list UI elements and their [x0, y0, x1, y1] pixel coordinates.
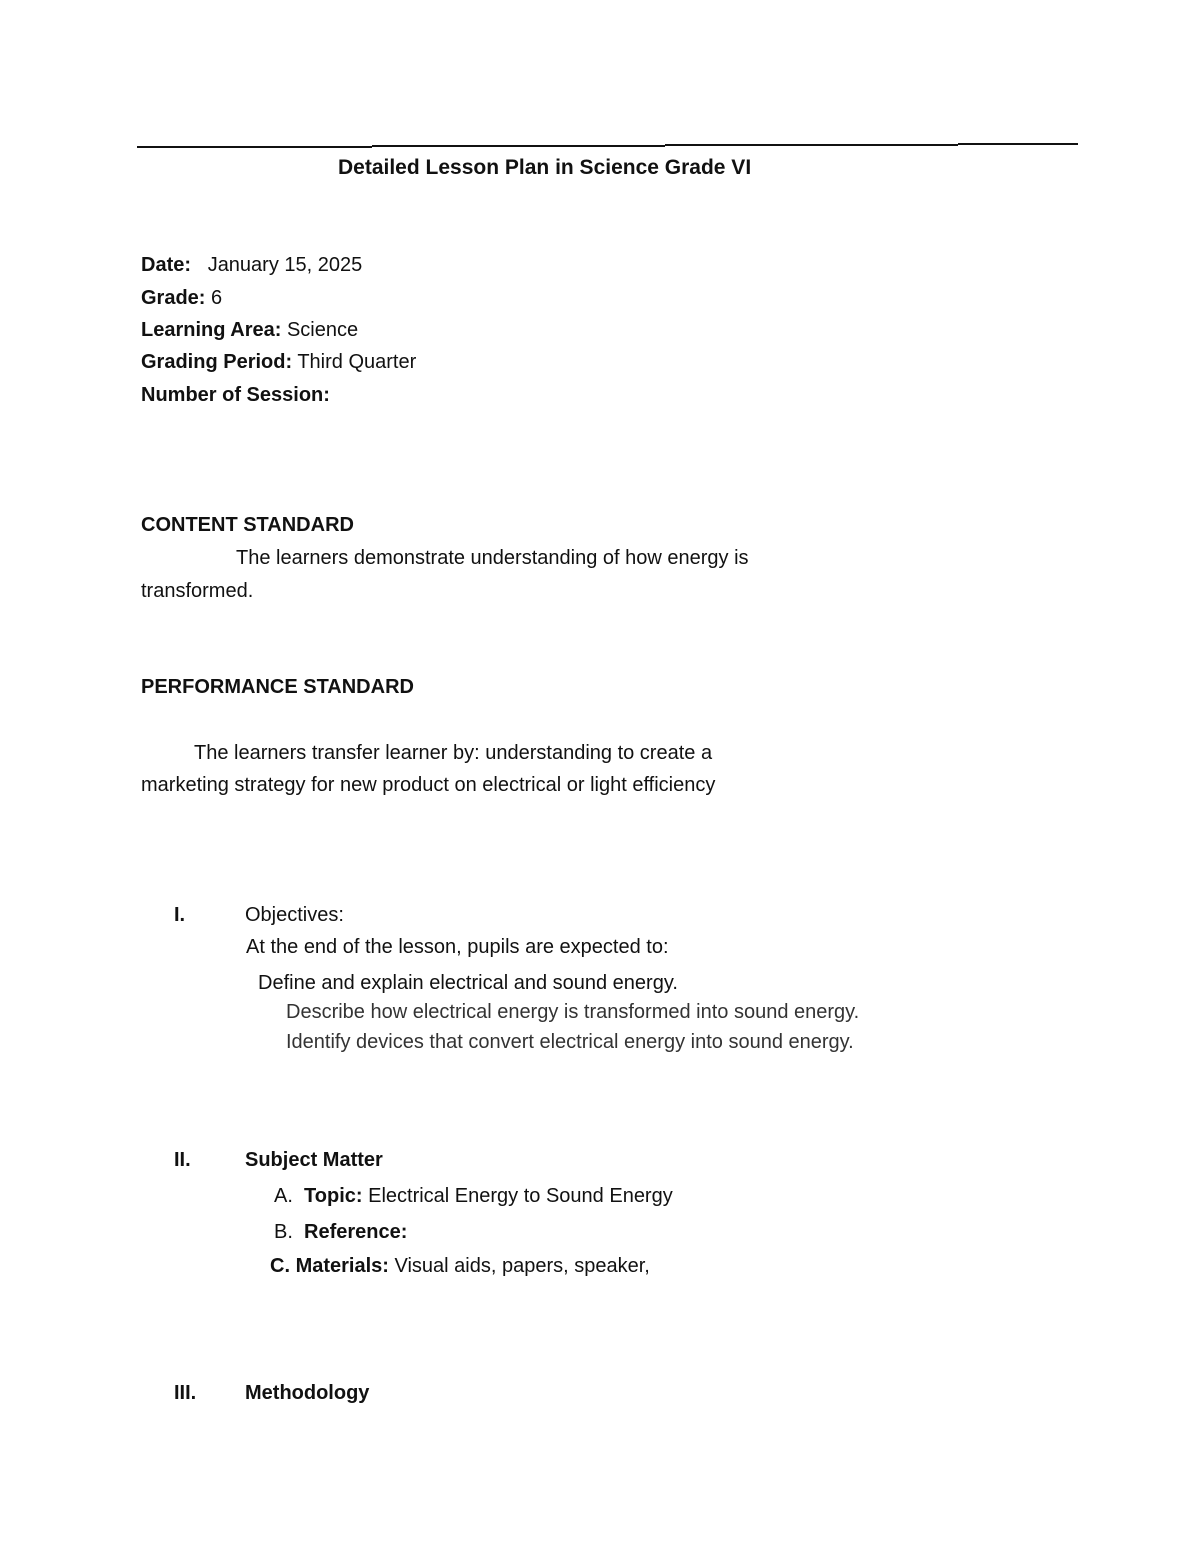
objective-item: Describe how electrical energy is transformed into sound energy. [286, 1001, 860, 1023]
grading-period-label: Grading Period: [141, 351, 293, 373]
header-rule [137, 146, 372, 148]
reference-letter: B. [274, 1221, 293, 1243]
header-rule [665, 144, 958, 146]
header-rule [958, 143, 1078, 145]
methodology-heading: Methodology [245, 1382, 370, 1404]
topic-row [274, 1183, 673, 1209]
objective-item: Define and explain electrical and sound energy. [258, 972, 678, 994]
learning-area-value: Science [286, 319, 359, 341]
materials-letter: C. [270, 1255, 290, 1277]
performance-standard-line: marketing strategy for new product on electrical or light efficiency [141, 774, 716, 796]
info-date [141, 252, 362, 278]
materials-value: Visual aids, papers, speaker, [394, 1255, 650, 1277]
performance-standard-line: The learners transfer learner by: understanding to create a [194, 742, 713, 764]
info-grade [141, 285, 222, 311]
topic-value: Electrical Energy to Sound Energy [368, 1185, 673, 1207]
objectives-intro: At the end of the lesson, pupils are expected to: [246, 936, 669, 958]
performance-standard-heading: PERFORMANCE STANDARD [141, 676, 414, 698]
content-standard-line: transformed. [141, 580, 254, 602]
grade-value: 6 [211, 287, 223, 309]
objectives-heading: Objectives: [245, 904, 344, 926]
reference-label: Reference: [304, 1221, 408, 1243]
objectives-numeral: I. [174, 904, 186, 926]
subject-matter-heading: Subject Matter [245, 1149, 383, 1171]
methodology-numeral: III. [174, 1382, 197, 1404]
topic-label: Topic: [304, 1185, 363, 1207]
grade-label: Grade: [141, 287, 206, 309]
info-learning-area [141, 317, 358, 343]
reference-row [274, 1219, 407, 1245]
number-of-session-label: Number of Session: [141, 384, 330, 406]
date-label: Date: [141, 254, 192, 276]
grading-period-value: Third Quarter [297, 351, 417, 373]
topic-letter: A. [274, 1185, 293, 1207]
date-value: January 15, 2025 [207, 254, 363, 276]
learning-area-label: Learning Area: [141, 319, 282, 341]
materials-label: Materials: [295, 1255, 389, 1277]
header-rule [372, 145, 665, 147]
content-standard-line: The learners demonstrate understanding of how energy is [236, 547, 749, 569]
objective-item: Identify devices that convert electrical energy into sound energy. [286, 1031, 854, 1053]
document-title: Detailed Lesson Plan in Science Grade VI [338, 156, 752, 179]
content-standard-heading: CONTENT STANDARD [141, 514, 354, 536]
subject-matter-numeral: II. [174, 1149, 191, 1171]
info-grading-period [141, 349, 416, 375]
materials-row [270, 1253, 650, 1279]
